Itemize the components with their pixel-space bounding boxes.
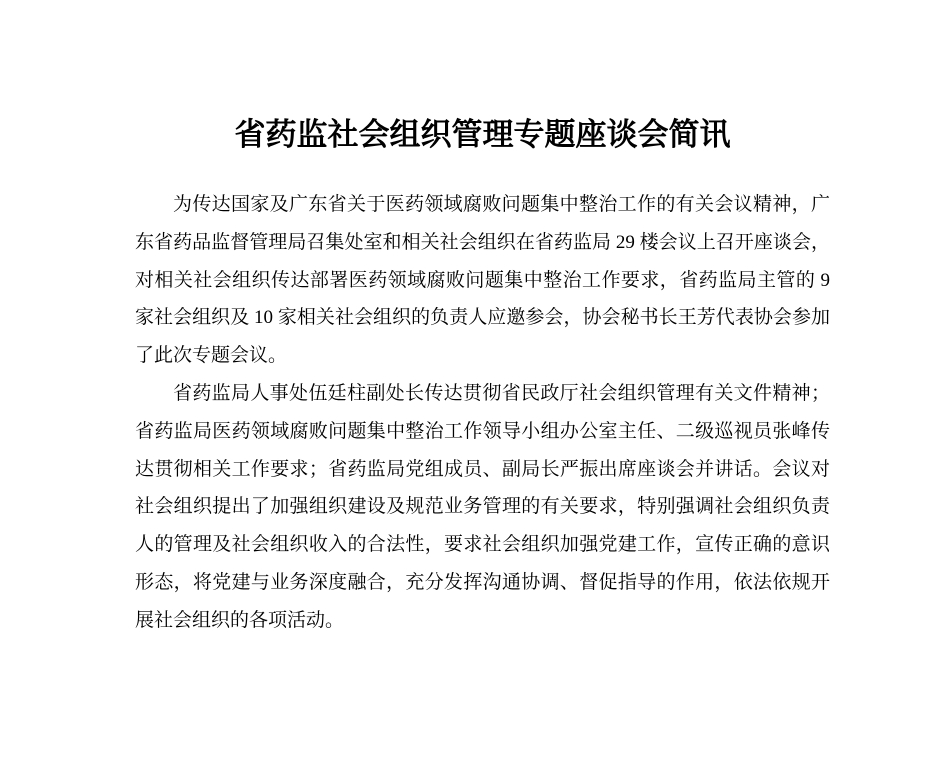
- text-line: 社会组织提出了加强组织建设及规范业务管理的有关要求，特别强调社会组织负责: [135, 496, 830, 518]
- text-line: 达贯彻相关工作要求；省药监局党组成员、副局长严振出席座谈会并讲话。会议对: [135, 458, 830, 480]
- text-line: 东省药品监督管理局召集处室和相关社会组织在省药监局 29 楼会议上召开座谈会，: [135, 231, 830, 253]
- text-line: 对相关社会组织传达部署医药领域腐败问题集中整治工作要求，省药监局主管的 9: [135, 269, 830, 291]
- text-line: 家社会组织及 10 家相关社会组织的负责人应邀参会，协会秘书长王芳代表协会参加: [135, 307, 830, 329]
- document-body: [135, 186, 830, 640]
- text-line: 省药监局人事处伍廷柱副处长传达贯彻省民政厅社会组织管理有关文件精神；: [173, 382, 830, 404]
- document-title: 省药监社会组织管理专题座谈会简讯: [234, 117, 731, 152]
- text-line: 为传达国家及广东省关于医药领域腐败问题集中整治工作的有关会议精神，广: [173, 194, 830, 215]
- text-line: 人的管理及社会组织收入的合法性，要求社会组织加强党建工作，宣传正确的意识: [135, 534, 830, 556]
- text-line: 省药监局医药领域腐败问题集中整治工作领导小组办公室主任、二级巡视员张峰传: [135, 420, 830, 442]
- text-line: 形态，将党建与业务深度融合，充分发挥沟通协调、督促指导的作用，依法依规开: [135, 571, 830, 593]
- content-column: [135, 0, 830, 640]
- text-line: 了此次专题会议。: [135, 345, 288, 367]
- text-line: 展社会组织的各项活动。: [135, 609, 345, 631]
